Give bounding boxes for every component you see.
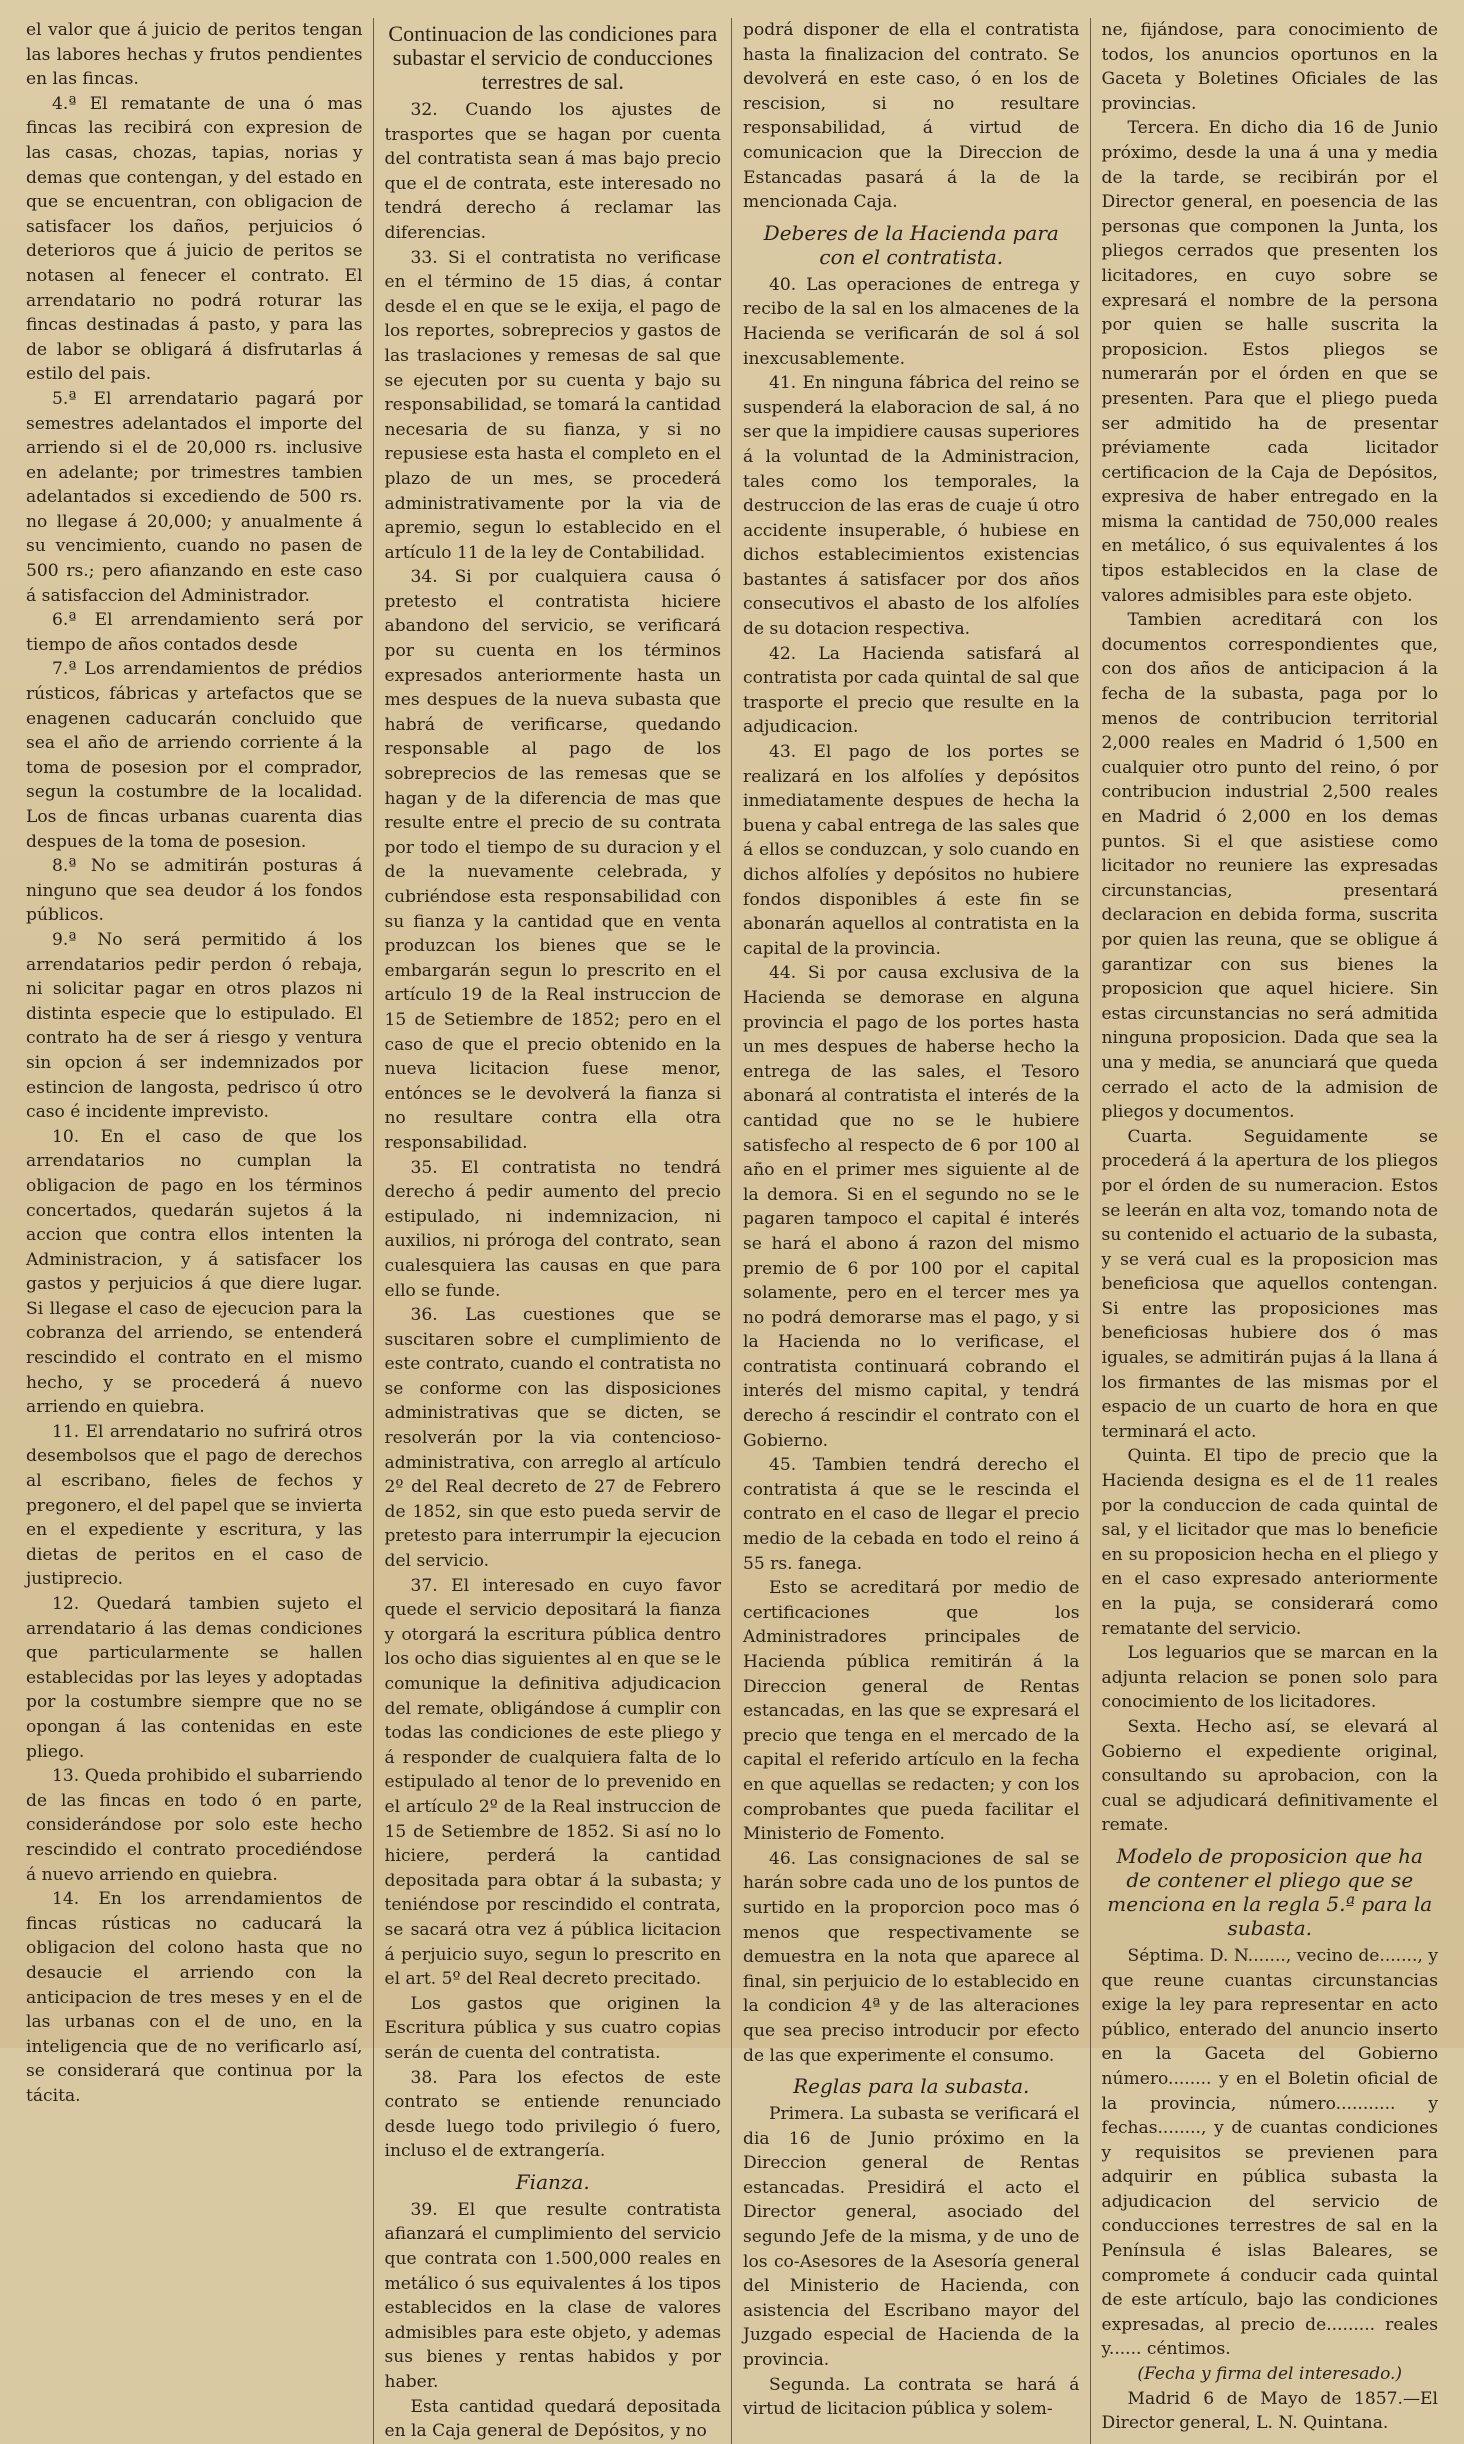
paragraph: 45. Tambien tendrá derecho el contratista á que se le rescinda el contrato en el caso de llegar el precio medio de la cebada en todo el reino á 55 rs. fanega.: [743, 1455, 1080, 1574]
section-heading: Reglas para la subasta.: [793, 2074, 1030, 2099]
section-title: Continuacion de las condiciones para subastar el servicio de conducciones terrestres de sal.: [388, 21, 718, 94]
paragraph: 9.ª No será permitido á los arrendatarios pedir perdon ó rebaja, ni solicitar pagar en otros plazos ni distinta especie que lo estipulado. El contrato ha de ser á riesgo y ventura sin opcion á ser indemnizados por estincion de langosta, pedrisco ú otro caso é incidente imprevisto.: [26, 929, 363, 1123]
column-1: [26, 18, 363, 2444]
section-heading: Fianza.: [515, 2169, 590, 2194]
paragraph: 44. Si por causa exclusiva de la Hacienda se demorase en alguna provincia el pago de los portes hasta un mes despues de haberse hecho la entrega de las sales, el Tesoro abonará al contratista el interés de la cantidad que no se le hubiere satisfecho al respecto de 6 por 100 al año en el primer mes siguiente al de la demora. Si en el segundo no se le pagaren tampoco el capital é interés se hará el abono á razon del mismo premio de 6 por 100 por el capital solamente, pero en el tercer mes ya no podrá demorarse mas el pago, y si la Hacienda no lo verificase, el contratista continuará cobrando el interés del mismo capital, y tendrá derecho á rescindir el contrato con el Gobierno.: [743, 963, 1080, 1451]
paragraph: Quinta. El tipo de precio que la Hacienda designa es el de 11 reales por la conduccion de cada quintal de sal, y el licitador que mas lo beneficie en su proposicion hecha en el pliego y en el caso expresado anteriormente en la puja, se considerará como rematante del servicio.: [1101, 1446, 1438, 1639]
paragraph: podrá disponer de ella el contratista hasta la finalizacion del contrato. Se devolverá en este caso, ó en los de rescision, si no resultare responsabilidad, á virtud de comunicacion que la Direccion de Estancadas pasará á la de la mencionada Caja.: [743, 20, 1080, 213]
section-heading: Modelo de proposicion que ha de contener el pliego que se menciona en la regla 5.ª para la subasta.: [1107, 1843, 1433, 1940]
paragraph: Cuarta. Seguidamente se procederá á la apertura de los pliegos por el órden de su numeracion. Estos se leerán en alta voz, tomando nota de su contenido el actuario de la subasta, y se verá cual es la proposicion mas beneficiosa que aquellos contengan. Si entre las proposiciones mas beneficiosas hubiere dos ó mas iguales, se admitirán pujas á la llana á los firmantes de las mismas por el espacio de un cuarto de hora en que terminará el acto.: [1101, 1126, 1438, 1442]
column-2: [385, 18, 722, 2444]
paragraph: 36. Las cuestiones que se suscitaren sobre el cumplimiento de este contrato, cuando el contratista no se conforme con las disposiciones administrativas que se dicten, se resolverán por la via contencioso-administrativa, con arreglo al artículo 2º del Real decreto de 27 de Febrero de 1852, sin que esto pueda servir de pretesto para interrumpir la ejecucion del servicio.: [384, 1305, 721, 1572]
paragraph: Los gastos que originen la Escritura pública y sus cuatro copias serán de cuenta del contratista.: [384, 1993, 721, 2063]
paragraph: 46. Las consignaciones de sal se harán sobre cada uno de los puntos de surtido en la proporcion poco mas ó menos que respectivamente se demuestra en la nota que aparece al final, sin perjuicio de lo establecido en la condicion 4ª y de las alteraciones que sea preciso introducir por efecto de las que experimente el consumo.: [743, 1848, 1080, 2066]
paragraph: 40. Las operaciones de entrega y recibo de la sal en los almacenes de la Hacienda se verificarán de sol á sol inexcusablemente.: [743, 274, 1080, 369]
paragraph: 35. El contratista no tendrá derecho á pedir aumento del precio estipulado, ni indemnizacion, ni auxilios, ni próroga del contrato, sean cualesquiera las causas en que para ello se funde.: [384, 1157, 721, 1301]
paragraph: 5.ª El arrendatario pagará por semestres adelantados el importe del arriendo si el de 20,000 rs. inclusive en adelante; por trimestres tambien adelantados si excediendo de 500 rs. no llegase á 20,000; y anualmente á su vencimiento, cuando no pasen de 500 rs.; pero afianzando en este caso á satisfaccion del Administrador.: [26, 388, 363, 606]
paragraph: Los leguarios que se marcan en la adjunta relacion se ponen solo para conocimiento de los licitadores.: [1101, 1643, 1438, 1713]
paragraph: Segunda. La contrata se hará á virtud de licitacion pública y solem-: [743, 2374, 1080, 2420]
paragraph: 8.ª No se admitirán posturas á ninguno que sea deudor á los fondos públicos.: [26, 856, 363, 926]
paragraph: 42. La Hacienda satisfará al contratista por cada quintal de sal que trasporte el precio que resulte en la adjudicacion.: [743, 643, 1080, 738]
paragraph: Tambien acreditará con los documentos correspondientes que, con dos años de anticipacion á la fecha de la subasta, paga por lo menos de contribucion territorial 2,000 reales en Madrid ó 1,500 en cualquier otro punto del reino, ó por contribucion industrial 2,500 reales en Madrid ó 2,000 en los demas puntos. Si el que asistiese como licitador no reuniere las expresadas circunstancias, presentará declaracion en debida forma, suscrita por quien las reuna, que se obligue á garantizar con sus bienes la proposicion que aquel hiciere. Sin estas circunstancias no será admitida ninguna proposicion. Dada que sea la una y media, se anunciará que queda cerrado el acto de la admision de pliegos y documentos.: [1101, 610, 1438, 1123]
signature-note: (Fecha y firma del interesado.): [1137, 2364, 1403, 2385]
paragraph: Primera. La subasta se verificará el dia 16 de Junio próximo en la Direccion general de Rentas estancadas. Presidirá el acto el Director general, asociado del segundo Jefe de la misma, y de uno de los co-Asesores de la Asesoría general del Ministerio de Hacienda, con asistencia del Escribano mayor del Juzgado especial de Hacienda de la provincia.: [743, 2104, 1080, 2371]
column-4: [1102, 18, 1439, 2444]
paragraph: 6.ª El arrendamiento será por tiempo de años contados desde: [26, 610, 363, 655]
paragraph: 7.ª Los arrendamientos de prédios rústicos, fábricas y artefactos que se enagenen caducarán concluido que sea el año de arriendo corriente á la toma de posesion por el comprador, segun la costumbre de la localidad. Los de fincas urbanas cuarenta dias despues de la toma de posesion.: [26, 659, 363, 852]
paragraph: 38. Para los efectos de este contrato se entiende renunciado desde luego todo privilegio ó fuero, incluso el de extrangería.: [384, 2067, 721, 2162]
paragraph: 33. Si el contratista no verificase en el término de 15 dias, á contar desde el en que se le exija, el pago de los reportes, sobreprecios y gastos de las traslaciones y remesas de sal que se ejecuten por su cuenta y bajo su responsabilidad, se tomará la cantidad necesaria de su fianza, y si no repusiese esta hasta el completo en el plazo de un mes, se procederá administrativamente por la via de apremio, segun lo establecido en el artículo 11 de la ley de Contabilidad.: [384, 247, 722, 563]
paragraph: Esta cantidad quedará depositada en la Caja general de Depósitos, y no: [384, 2396, 721, 2442]
paragraph: Sexta. Hecho así, se elevará al Gobierno el expediente original, consultando su aprobacion, con la cual se adjudicará definitivamente el remate.: [1101, 1716, 1438, 1836]
paragraph: 12. Quedará tambien sujeto el arrendatario á las demas condiciones que particularmente se hallen establecidas por las leyes y adoptadas por la costumbre siempre que no se opongan á las contenidas en este pliego.: [26, 1594, 363, 1762]
paragraph: 4.ª El rematante de una ó mas fincas las recibirá con expresion de las casas, chozas, tapias, norias y demas que contengan, y del estado en que se encuentran, con obligacion de satisfacer los daños, perjuicios ó deterioros que á juicio de peritos se notasen al fenecer el contrato. El arrendatario no podrá roturar las fincas destinadas á pasto, y para las de labor se obligará á disfrutarlas á estilo del pais.: [26, 93, 363, 385]
paragraph: 13. Queda prohibido el subarriendo de las fincas en todo ó en parte, considerándose por solo este hecho rescindido el contrato procediéndose á nuevo arriendo en quiebra.: [26, 1766, 363, 1885]
paragraph: 34. Si por cualquiera causa ó pretesto el contratista hiciere abandono del servicio, se verificará por su cuenta en los términos expresados anteriormente hasta un mes despues de la nueva subasta que habrá de verificarse, quedando responsable al pago de los sobreprecios de las remesas que se hagan y de la diferencia de mas que resulte entre el precio de su contrata por todo el tiempo de su duracion y el de la nuevamente celebrada, y cubriéndose esta responsabilidad con su fianza y la cantidad que en venta produzcan los bienes que se le embargarán segun lo prescrito en el artículo 19 de la Real instruccion de 15 de Setiembre de 1852; pero en el caso de que el precio obtenido en la nueva licitacion fuese menor, entónces se le devolverá la fianza si no resultare contra ella otra responsabilidad.: [384, 567, 721, 1153]
column-3: [743, 18, 1080, 2444]
section-heading: Deberes de la Hacienda para con el contratista.: [763, 220, 1059, 269]
paragraph: 32. Cuando los ajustes de trasportes que se hagan por cuenta del contratista sean á mas bajo precio que el de contrata, este interesado no tendrá derecho á reclamar las diferencias.: [384, 100, 721, 243]
paragraph: 10. En el caso de que los arrendatarios no cumplan la obligacion de pago en los términos concertados, quedarán sujetos á la accion que contra ellos intenten la Administracion, y á satisfacer los gastos y perjuicios á que diere lugar. Si llegase el caso de ejecucion para la cobranza del arriendo, se entenderá rescindido el contrato en el mismo hecho, y se procederá á nuevo arriendo en quiebra.: [26, 1126, 363, 1418]
paragraph: 43. El pago de los portes se realizará en los alfolíes y depósitos inmediatamente despues de hecha la buena y cabal entrega de las sales que á ellos se conduzcan, y solo cuando en dichos alfolíes y depósitos no hubiere fondos disponibles á este fin se abonarán aquellos al contratista en la capital de la provincia.: [743, 742, 1080, 959]
paragraph: Madrid 6 de Mayo de 1857.—El Director general, L. N. Quintana.: [1101, 2388, 1438, 2434]
paragraph: 14. En los arrendamientos de fincas rústicas no caducará la obligacion del colono hasta que no desaucie el arriendo con la anticipacion de tres meses y en el de las urbanas con el de uno, en la inteligencia que de no verificarlo así, se considerará que continua por la tácita.: [26, 1889, 363, 2106]
paragraph: 37. El interesado en cuyo favor quede el servicio depositará la fianza y otorgará la escritura pública dentro los ocho dias siguientes al en que se le comunique la definitiva adjudicacion del remate, obligándose á cumplir con todas las condiciones de este pliego y á responder de cualquiera falta de lo estipulado al tenor de lo prevenido en el artículo 2º de la Real instruccion de 15 de Setiembre de 1852. Si así no lo hiciere, perderá la cantidad depositada para obtar á la subasta; y teniéndose por rescindido el contrata, se sacará otra vez á pública licitacion á perjuicio suyo, segun lo prescrito en el art. 5º del Real decreto precitado.: [384, 1575, 721, 1990]
paragraph: Tercera. En dicho dia 16 de Junio próximo, desde la una á una y media de la tarde, se recibirán por el Director general, en poesencia de las personas que componen la Junta, los pliegos cerrados que presenten los licitadores, en cuyo sobre se expresará el nombre de la persona por quien se halle suscrita la proposicion. Estos pliegos se numerarán por el órden en que se presenten. Para que el pliego pueda ser admitido ha de presentar préviamente cada licitador certificacion de la Caja de Depósitos, expresiva de haber entregado en la misma la cantidad de 750,000 reales en metálico, ó sus equivalentes á los tipos establecidos en la clase de valores admisibles para este objeto.: [1101, 118, 1438, 606]
paragraph: el valor que á juicio de peritos tengan las labores hechas y frutos pendientes en las fincas.: [26, 20, 363, 90]
paragraph: Esto se acreditará por medio de certificaciones que los Administradores principales de Hacienda pública remitirán á la Direccion general de Rentas estancadas, en las que se expresará el precio que tenga en el mercado de la capital el referido artículo en la fecha en que aquellas se redacten; y con los comprobantes que pueda facilitar el Ministerio de Fomento.: [743, 1578, 1080, 1845]
paragraph: 41. En ninguna fábrica del reino se suspenderá la elaboracion de sal, á no ser que la impidiere causas superiores á la voluntad de la Administracion, tales como los temporales, la destruccion de las eras de cuaje ú otro accidente insuperable, ó hubiese en dichos establecimientos existencias bastantes á satisfacer por dos años consecutivos el abasto de los alfolíes de su dotacion respectiva.: [743, 373, 1080, 640]
paragraph: 11. El arrendatario no sufrirá otros desembolsos que el pago de derechos al escribano, fieles de fechos y pregonero, el del papel que se invierta en el expediente y escritura, y las dietas de peritos en el caso de justiprecio.: [26, 1421, 363, 1590]
paragraph: 39. El que resulte contratista afianzará el cumplimiento del servicio que contrata con 1.500,000 reales en metálico ó sus equivalentes á los tipos establecidos en la clase de valores admisibles para este objeto, y ademas sus bienes y rentas habidos y por haber.: [384, 2199, 721, 2393]
paragraph: ne, fijándose, para conocimiento de todos, los anuncios oportunos en la Gaceta y Boletines Oficiales de las provincias.: [1101, 20, 1438, 114]
paragraph: Séptima. D. N......., vecino de......., y que reune cuantas circunstancias exige la ley para representar en acto público, enterado del anuncio inserto en la Gaceta del Gobierno número........ y en el Boletin oficial de la provincia, número........... y fechas........, y de cuantas condiciones y requisitos se previenen para adquirir en pública subasta la adjudicacion del servicio de conducciones terrestres de sal en la Península é islas Baleares, se compromete á conducir cada quintal de este artículo, bajo las condiciones expresadas, al precio de......... reales y...... céntimos.: [1101, 1945, 1438, 2360]
